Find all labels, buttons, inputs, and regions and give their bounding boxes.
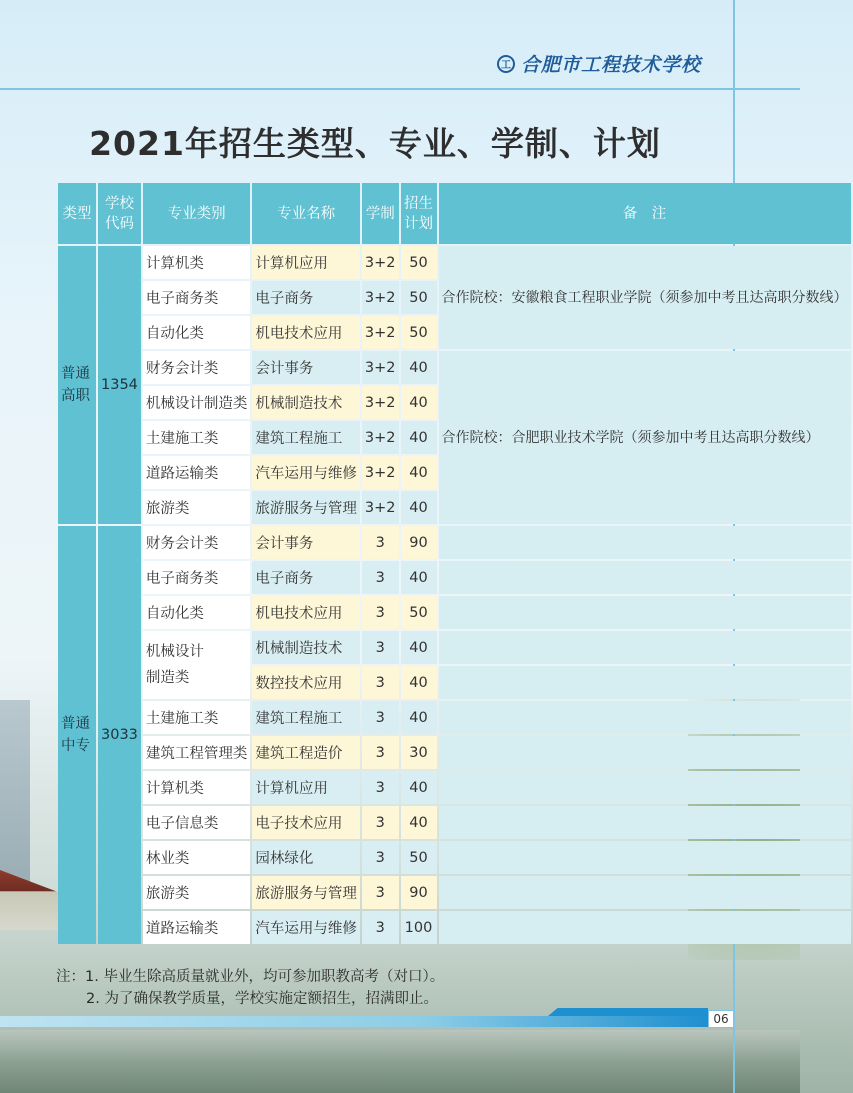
category-cell: 土建施工类: [143, 701, 251, 734]
note-cell: [439, 911, 851, 944]
note-cell: [439, 526, 851, 559]
category-cell: 计算机类: [143, 246, 251, 279]
length-cell: 3+2: [362, 421, 399, 454]
length-cell: 3: [362, 561, 399, 594]
major-name-cell: 园林绿化: [252, 841, 360, 874]
table-row: [58, 736, 851, 769]
length-cell: 3: [362, 771, 399, 804]
major-name-cell: 建筑工程造价: [252, 736, 360, 769]
header-plan: [401, 183, 437, 244]
length-cell: 3: [362, 526, 399, 559]
plan-cell: 40: [401, 701, 437, 734]
table-row: [58, 771, 851, 804]
major-name-cell: 计算机应用: [252, 771, 360, 804]
type-cell-gaozhi: [58, 246, 96, 524]
major-name-cell: 旅游服务与管理: [252, 491, 360, 524]
category-cell: 林业类: [143, 841, 251, 874]
major-name-cell: 机电技术应用: [252, 596, 360, 629]
major-name-cell: 建筑工程施工: [252, 701, 360, 734]
category-cell: 电子商务类: [143, 281, 251, 314]
note-cell: [439, 561, 851, 594]
major-name-cell: 电子商务: [252, 561, 360, 594]
length-cell: 3: [362, 736, 399, 769]
plan-cell: 40: [401, 386, 437, 419]
length-cell: 3: [362, 841, 399, 874]
footer-bar: [0, 1016, 708, 1027]
category-cell: 道路运输类: [143, 456, 251, 489]
footer-accent: [548, 1008, 708, 1016]
major-name-cell: 汽车运用与维修: [252, 456, 360, 489]
type-label: 普通中专: [61, 716, 90, 754]
major-name-cell: 建筑工程施工: [252, 421, 360, 454]
plan-cell: 40: [401, 351, 437, 384]
page-title: 2021年招生类型、专业、学制、计划: [89, 124, 661, 163]
table-row: [58, 631, 851, 664]
length-cell: 3+2: [362, 456, 399, 489]
table-row: [58, 701, 851, 734]
category-cell: 机械设计制造类: [143, 386, 251, 419]
major-name-cell: 数控技术应用: [252, 666, 360, 699]
header-major-name: 专业名称: [252, 183, 360, 244]
note-cell: [439, 736, 851, 769]
header-school-code: [98, 183, 141, 244]
table-header-row: [58, 183, 851, 244]
table-row: [58, 246, 851, 279]
major-name-cell: 计算机应用: [252, 246, 360, 279]
table-row: [58, 876, 851, 909]
table-row: [58, 351, 851, 384]
header-plan-text: 招生计划: [404, 195, 434, 232]
length-cell: 3: [362, 596, 399, 629]
major-name-cell: 会计事务: [252, 526, 360, 559]
plan-cell: 50: [401, 841, 437, 874]
category-cell: 旅游类: [143, 491, 251, 524]
length-cell: 3: [362, 701, 399, 734]
category-cell: 自动化类: [143, 316, 251, 349]
note-cell: [439, 771, 851, 804]
note-cell: [439, 806, 851, 839]
header-type: 类型: [58, 183, 96, 244]
plan-cell: 40: [401, 491, 437, 524]
length-cell: 3: [362, 806, 399, 839]
school-name: 合肥市工程技术学校: [521, 54, 702, 76]
plan-cell: 90: [401, 876, 437, 909]
length-cell: 3+2: [362, 351, 399, 384]
category-label: 机械设计制造类: [145, 644, 204, 686]
page-number: 06: [708, 1010, 734, 1028]
length-cell: 3+2: [362, 386, 399, 419]
length-cell: 3+2: [362, 491, 399, 524]
length-cell: 3: [362, 876, 399, 909]
type-label: 普通高职: [61, 366, 90, 404]
category-cell: 财务会计类: [143, 351, 251, 384]
major-name-cell: 电子技术应用: [252, 806, 360, 839]
type-cell-zhongzhuan: [58, 526, 96, 944]
length-cell: 3+2: [362, 281, 399, 314]
major-name-cell: 旅游服务与管理: [252, 876, 360, 909]
footnote-2: 2. 为了确保教学质量，学校实施定额招生，招满即止。: [86, 991, 438, 1007]
school-code-cell: 3033: [98, 526, 141, 944]
category-cell: 电子商务类: [143, 561, 251, 594]
category-cell: 财务会计类: [143, 526, 251, 559]
plan-cell: 40: [401, 421, 437, 454]
plan-cell: 50: [401, 316, 437, 349]
category-cell: 旅游类: [143, 876, 251, 909]
table-row: [58, 841, 851, 874]
header-rule: [0, 88, 800, 90]
background-water: [0, 1030, 800, 1093]
school-header: [497, 50, 701, 77]
category-cell: 电子信息类: [143, 806, 251, 839]
background-pavilion: [0, 870, 60, 930]
category-cell: 土建施工类: [143, 421, 251, 454]
note-cell: [439, 596, 851, 629]
note-cell: [439, 876, 851, 909]
plan-cell: 40: [401, 666, 437, 699]
length-cell: 3: [362, 631, 399, 664]
length-cell: 3+2: [362, 316, 399, 349]
plan-cell: 90: [401, 526, 437, 559]
table-row: [58, 526, 851, 559]
note-cell: 合作院校：安徽粮食工程职业学院（须参加中考且达高职分数线）: [439, 246, 851, 349]
header-category: 专业类别: [143, 183, 251, 244]
major-name-cell: 机械制造技术: [252, 631, 360, 664]
note-cell: [439, 841, 851, 874]
length-cell: 3+2: [362, 246, 399, 279]
footnote-1: 注：1. 毕业生除高质量就业外，均可参加职教高考（对口）。: [56, 969, 445, 985]
plan-cell: 40: [401, 806, 437, 839]
plan-cell: 30: [401, 736, 437, 769]
length-cell: 3: [362, 911, 399, 944]
major-name-cell: 汽车运用与维修: [252, 911, 360, 944]
plan-cell: 40: [401, 771, 437, 804]
table-row: [58, 596, 851, 629]
note-cell: [439, 701, 851, 734]
school-code-cell: 1354: [98, 246, 141, 524]
enrollment-table-container: [56, 181, 853, 946]
school-logo-icon: 工: [497, 55, 515, 73]
plan-cell: 40: [401, 456, 437, 489]
category-cell: 自动化类: [143, 596, 251, 629]
major-name-cell: 机械制造技术: [252, 386, 360, 419]
category-cell: 计算机类: [143, 771, 251, 804]
table-row: [58, 806, 851, 839]
note-cell: 合作院校：合肥职业技术学院（须参加中考且达高职分数线）: [439, 351, 851, 524]
header-note: 备 注: [439, 183, 851, 244]
length-cell: 3: [362, 666, 399, 699]
plan-cell: 40: [401, 561, 437, 594]
footnotes: [56, 966, 444, 1010]
category-cell: 道路运输类: [143, 911, 251, 944]
major-name-cell: 机电技术应用: [252, 316, 360, 349]
note-cell: [439, 666, 851, 699]
header-school-code-text: 学校代码: [104, 195, 134, 232]
plan-cell: 100: [401, 911, 437, 944]
category-cell: 建筑工程管理类: [143, 736, 251, 769]
plan-cell: 50: [401, 596, 437, 629]
major-name-cell: 电子商务: [252, 281, 360, 314]
plan-cell: 40: [401, 631, 437, 664]
note-cell: [439, 631, 851, 664]
plan-cell: 50: [401, 246, 437, 279]
header-length: 学制: [362, 183, 399, 244]
plan-cell: 50: [401, 281, 437, 314]
table-row: [58, 911, 851, 944]
major-name-cell: 会计事务: [252, 351, 360, 384]
category-cell: [143, 631, 251, 699]
enrollment-table: [56, 181, 853, 946]
table-row: [58, 561, 851, 594]
